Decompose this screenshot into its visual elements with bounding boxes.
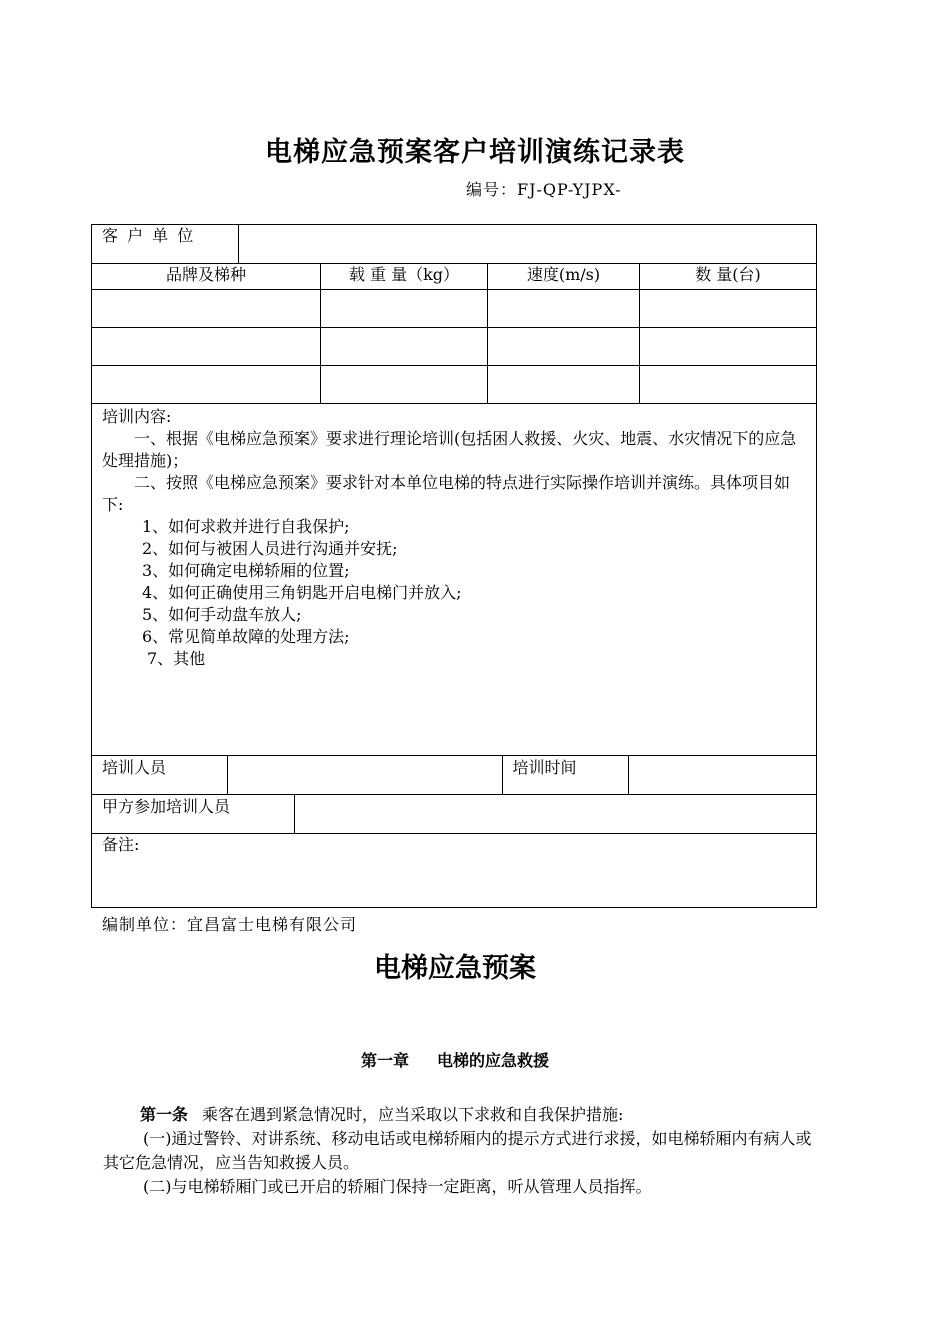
- content-para-2: 二、按照《电梯应急预案》要求针对本单位电梯的特点进行实际操作培训并演练。具体项目如下:: [102, 473, 791, 514]
- trainer-label: 培训人员: [92, 756, 227, 794]
- remarks-label: 备注:: [102, 835, 140, 854]
- cell-speed[interactable]: [488, 366, 640, 404]
- cell-load[interactable]: [321, 328, 488, 366]
- header-load: 载 重 量（kg）: [321, 264, 488, 290]
- content-label: 培训内容:: [102, 407, 172, 426]
- training-content: [92, 404, 817, 756]
- chapter-title: 电梯的应急救援: [437, 1051, 550, 1070]
- chapter-number: 第一章: [360, 1051, 409, 1070]
- cell-quantity[interactable]: [640, 366, 817, 404]
- client-value[interactable]: [239, 225, 817, 264]
- cell-quantity[interactable]: [640, 290, 817, 328]
- participants-value[interactable]: [294, 795, 817, 833]
- client-label: 客 户 单 位: [92, 225, 239, 264]
- remarks-row: [92, 834, 817, 908]
- table-row: [92, 328, 817, 366]
- content-item: 3、如何确定电梯轿厢的位置;: [142, 561, 350, 580]
- header-quantity: 数 量(台): [640, 264, 817, 290]
- remarks-cell[interactable]: [92, 834, 817, 908]
- cell-speed[interactable]: [488, 328, 640, 366]
- article-text: 乘客在遇到紧急情况时，应当采取以下求救和自我保护措施:: [202, 1105, 624, 1124]
- chapter-heading: [0, 1048, 910, 1071]
- participants-row: [92, 795, 817, 834]
- cell-brand[interactable]: [92, 328, 321, 366]
- trainer-row: [92, 756, 817, 795]
- article-1: [103, 1103, 813, 1127]
- trainer-value[interactable]: [227, 756, 502, 794]
- participants-row-cell: [92, 795, 817, 834]
- clause-2: (二)与电梯轿厢门或已开启的轿厢门保持一定距离，听从管理人员指挥。: [143, 1177, 652, 1196]
- editor-unit: 编制单位：宜昌富士电梯有限公司: [102, 915, 358, 934]
- cell-speed[interactable]: [488, 290, 640, 328]
- content-item: 7、其他: [147, 649, 206, 668]
- clause-1: (一)通过警铃、对讲系统、移动电话或电梯轿厢内的提示方式进行求援，如电梯轿厢内有病人或其它危急情况，应当告知救援人员。: [103, 1129, 812, 1172]
- cell-brand[interactable]: [92, 290, 321, 328]
- table-row: [92, 366, 817, 404]
- elevator-header-row: [92, 264, 817, 290]
- content-item: 4、如何正确使用三角钥匙开启电梯门并放入;: [142, 583, 462, 602]
- content-item: 5、如何手动盘车放人;: [142, 605, 302, 624]
- participants-label: 甲方参加培训人员: [92, 795, 294, 833]
- form-code: 编号：FJ-QP-YJPX-: [466, 180, 622, 199]
- cell-quantity[interactable]: [640, 328, 817, 366]
- cell-load[interactable]: [321, 366, 488, 404]
- training-time-value[interactable]: [628, 756, 817, 794]
- training-record-table: [91, 224, 817, 908]
- content-item: 2、如何与被困人员进行沟通并安抚;: [142, 539, 398, 558]
- form-title: 电梯应急预案客户培训演练记录表: [265, 137, 685, 168]
- content-para-1: 一、根据《电梯应急预案》要求进行理论培训(包括困人救援、火灾、地震、水灾情况下的应急处理措施)；: [102, 429, 797, 470]
- plan-body: [103, 1103, 813, 1199]
- trainer-row-cell: [92, 756, 817, 795]
- training-time-label: 培训时间: [502, 756, 628, 794]
- header-speed: 速度(m/s): [488, 264, 640, 290]
- cell-load[interactable]: [321, 290, 488, 328]
- plan-title: 电梯应急预案: [374, 953, 536, 984]
- participants-inner-table: [92, 795, 817, 833]
- training-content-row: [92, 404, 817, 756]
- content-item: 6、常见简单故障的处理方法;: [142, 627, 350, 646]
- cell-brand[interactable]: [92, 366, 321, 404]
- header-brand: 品牌及梯种: [92, 264, 321, 290]
- content-item: 1、如何求救并进行自我保护;: [142, 517, 350, 536]
- trainer-inner-table: [92, 756, 817, 794]
- article-label: 第一条: [140, 1105, 189, 1124]
- client-row: [92, 225, 817, 264]
- table-row: [92, 290, 817, 328]
